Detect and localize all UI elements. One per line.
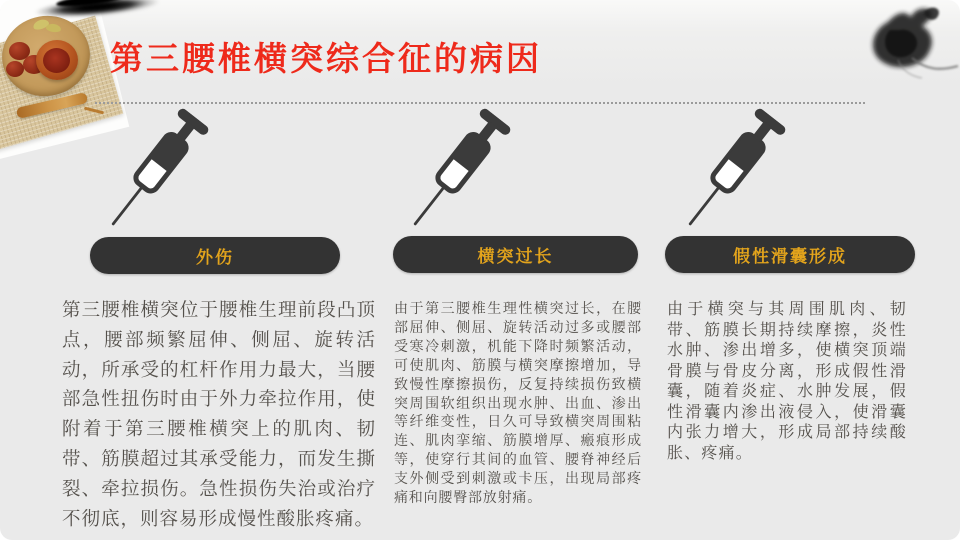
syringe-icon bbox=[392, 102, 518, 243]
clay-bowl-contents bbox=[43, 48, 70, 73]
syringe-icon bbox=[667, 102, 793, 243]
cause-pill-pseudo-bursa bbox=[665, 236, 915, 273]
cause-body-overlong-process: 由于第三腰椎生理性横突过长，在腰部屈伸、侧屈、旋转活动过多或腰部受寒冷刺激，机能下降时频繁活动，可使肌肉、筋膜与横突摩擦增加，导致慢性摩擦损伤，反复持续损伤致横突周围软组织出现水肿、出血、渗出等纤维变性，日久可导致横突周围粘连、肌肉挛缩、筋膜增厚、瘢痕形成等，使穿行其间的血管、腰脊神经后支外侧受到刺激或卡压，出现局部疼痛和向腰臀部放射痛。 bbox=[394, 300, 642, 506]
cause-pill-overlong-process bbox=[393, 236, 638, 273]
cause-body-pseudo-bursa: 由于横突与其周围肌肉、韧带、筋膜长期持续摩擦，炎性水肿、渗出增多，使横突顶端骨膜与骨皮分离，形成假性滑囊，随着炎症、水肿发展，假性滑囊内渗出液侵入，使滑囊内张力增大，形成局部持续酸胀、疼痛。 bbox=[667, 301, 907, 462]
cause-label: 假性滑囊形成 bbox=[733, 247, 847, 266]
cause-pill-trauma bbox=[90, 237, 340, 274]
jujube-fruit bbox=[6, 61, 24, 77]
page-title: 第三腰椎横突综合征的病因 bbox=[110, 40, 542, 77]
herbal-medicine-photo bbox=[0, 0, 110, 140]
cause-body-trauma: 第三腰椎横突位于腰椎生理前段凸顶点，腰部频繁屈伸、侧屈、旋转活动，所承受的杠杆作用力最大，当腰部急性扭伤时由于外力牵拉作用，使附着于第三腰椎横突上的肌肉、韧带、筋膜超过其承受能力，而发生撕裂、牵拉损伤。急性损伤失治或治疗不彻底，则容易形成慢性酸胀疼痛。 bbox=[62, 299, 376, 529]
cause-label: 外伤 bbox=[196, 248, 234, 267]
cause-label: 横突过长 bbox=[477, 247, 554, 266]
ink-swirl-icon bbox=[842, 0, 960, 104]
